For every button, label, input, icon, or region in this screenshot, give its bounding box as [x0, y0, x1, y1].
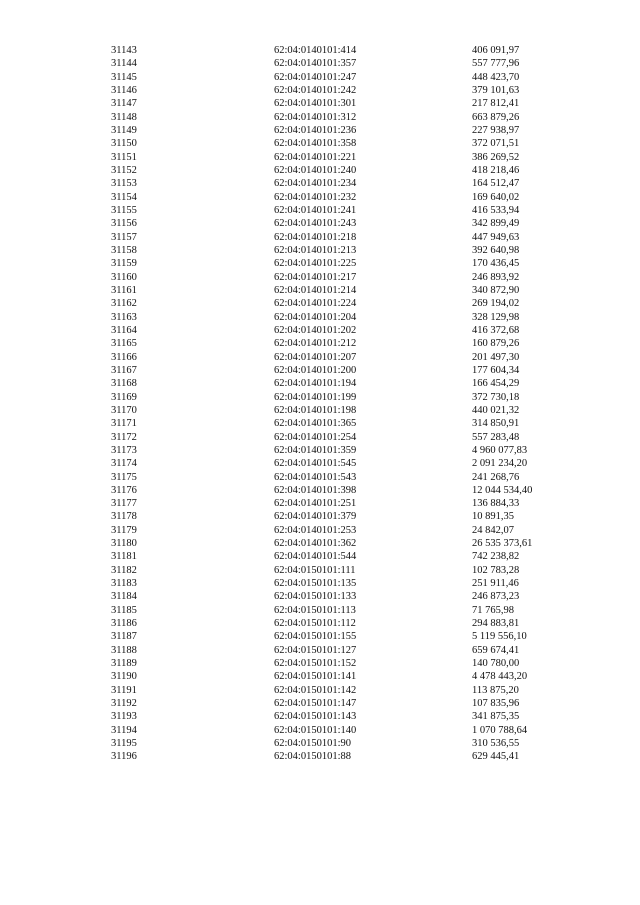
- cadastral-number: 62:04:0140101:194: [274, 378, 357, 390]
- row-number: 31164: [111, 324, 137, 336]
- table-row: [0, 710, 640, 723]
- table-row: [0, 164, 640, 177]
- cadastral-table: [0, 44, 640, 764]
- table-row: [0, 471, 640, 484]
- table-row: [0, 444, 640, 457]
- row-number: 31182: [111, 564, 137, 576]
- row-number: 31157: [111, 231, 137, 243]
- cadastral-number: 62:04:0150101:127: [274, 644, 357, 656]
- cadastral-value: 164 512,47: [472, 178, 520, 190]
- cadastral-number: 62:04:0140101:199: [274, 391, 357, 403]
- cadastral-value: 12 044 534,40: [472, 484, 533, 496]
- table-row: [0, 404, 640, 417]
- row-number: 31153: [111, 178, 137, 190]
- row-number: 31174: [111, 458, 137, 470]
- cadastral-value: 160 879,26: [472, 338, 520, 350]
- cadastral-number: 62:04:0140101:247: [274, 71, 357, 83]
- table-row: [0, 644, 640, 657]
- cadastral-number: 62:04:0140101:359: [274, 444, 357, 456]
- table-row: [0, 564, 640, 577]
- row-number: 31144: [111, 58, 137, 70]
- cadastral-number: 62:04:0140101:362: [274, 538, 357, 550]
- row-number: 31191: [111, 684, 137, 696]
- row-number: 31173: [111, 444, 137, 456]
- table-row: [0, 697, 640, 710]
- row-number: 31156: [111, 218, 137, 230]
- cadastral-value: 24 842,07: [472, 524, 514, 536]
- table-row: [0, 391, 640, 404]
- cadastral-number: 62:04:0150101:90: [274, 738, 352, 750]
- row-number: 31184: [111, 591, 137, 603]
- cadastral-value: 26 535 373,61: [472, 538, 533, 550]
- table-row: [0, 337, 640, 350]
- cadastral-number: 62:04:0150101:135: [274, 578, 357, 590]
- cadastral-value: 341 875,35: [472, 711, 520, 723]
- table-row: [0, 497, 640, 510]
- table-row: [0, 524, 640, 537]
- cadastral-value: 310 536,55: [472, 738, 520, 750]
- cadastral-number: 62:04:0140101:357: [274, 58, 357, 70]
- row-number: 31186: [111, 618, 137, 630]
- row-number: 31179: [111, 524, 137, 536]
- cadastral-value: 251 911,46: [472, 578, 519, 590]
- table-row: [0, 71, 640, 84]
- cadastral-number: 62:04:0140101:232: [274, 191, 357, 203]
- cadastral-value: 166 454,29: [472, 378, 520, 390]
- cadastral-number: 62:04:0150101:140: [274, 724, 357, 736]
- row-number: 31171: [111, 418, 137, 430]
- table-row: [0, 484, 640, 497]
- cadastral-value: 4 478 443,20: [472, 671, 528, 683]
- row-number: 31175: [111, 471, 137, 483]
- cadastral-number: 62:04:0140101:251: [274, 498, 357, 510]
- table-row: [0, 97, 640, 110]
- row-number: 31177: [111, 498, 137, 510]
- cadastral-number: 62:04:0150101:88: [274, 751, 352, 763]
- table-row: [0, 311, 640, 324]
- cadastral-value: 170 436,45: [472, 258, 520, 270]
- table-row: [0, 577, 640, 590]
- row-number: 31149: [111, 124, 137, 136]
- cadastral-number: 62:04:0140101:202: [274, 324, 357, 336]
- table-row: [0, 724, 640, 737]
- table-row: [0, 417, 640, 430]
- cadastral-value: 113 875,20: [472, 684, 519, 696]
- cadastral-number: 62:04:0150101:142: [274, 684, 357, 696]
- cadastral-value: 392 640,98: [472, 244, 520, 256]
- row-number: 31190: [111, 671, 137, 683]
- row-number: 31143: [111, 45, 137, 56]
- cadastral-number: 62:04:0140101:204: [274, 311, 357, 323]
- table-row: [0, 204, 640, 217]
- cadastral-value: 557 777,96: [472, 58, 520, 70]
- cadastral-number: 62:04:0140101:543: [274, 471, 357, 483]
- cadastral-number: 62:04:0140101:242: [274, 84, 357, 96]
- row-number: 31162: [111, 298, 137, 310]
- cadastral-value: 386 269,52: [472, 151, 520, 163]
- row-number: 31151: [111, 151, 137, 163]
- cadastral-number: 62:04:0140101:225: [274, 258, 357, 270]
- cadastral-number: 62:04:0150101:143: [274, 711, 357, 723]
- cadastral-number: 62:04:0140101:236: [274, 124, 357, 136]
- table-row: [0, 57, 640, 70]
- table-row: [0, 630, 640, 643]
- cadastral-value: 246 893,92: [472, 271, 520, 283]
- table-row: [0, 657, 640, 670]
- row-number: 31160: [111, 271, 137, 283]
- row-number: 31146: [111, 84, 137, 96]
- table-row: [0, 537, 640, 550]
- cadastral-number: 62:04:0140101:221: [274, 151, 357, 163]
- cadastral-value: 372 730,18: [472, 391, 520, 403]
- row-number: 31166: [111, 351, 137, 363]
- row-number: 31158: [111, 244, 137, 256]
- cadastral-number: 62:04:0140101:224: [274, 298, 357, 310]
- cadastral-value: 440 021,32: [472, 404, 520, 416]
- cadastral-value: 742 238,82: [472, 551, 520, 563]
- cadastral-number: 62:04:0140101:241: [274, 204, 357, 216]
- cadastral-value: 4 960 077,83: [472, 444, 528, 456]
- cadastral-value: 246 873,23: [472, 591, 520, 603]
- row-number: 31163: [111, 311, 137, 323]
- table-row: [0, 44, 640, 57]
- cadastral-value: 372 071,51: [472, 138, 520, 150]
- cadastral-number: 62:04:0140101:217: [274, 271, 357, 283]
- row-number: 31165: [111, 338, 137, 350]
- cadastral-value: 227 938,97: [472, 124, 520, 136]
- row-number: 31181: [111, 551, 137, 563]
- cadastral-number: 62:04:0140101:234: [274, 178, 357, 190]
- cadastral-value: 140 780,00: [472, 658, 520, 670]
- cadastral-number: 62:04:0150101:133: [274, 591, 357, 603]
- cadastral-value: 659 674,41: [472, 644, 520, 656]
- cadastral-number: 62:04:0150101:155: [274, 631, 357, 643]
- cadastral-number: 62:04:0140101:254: [274, 431, 357, 443]
- table-row: [0, 351, 640, 364]
- cadastral-value: 557 283,48: [472, 431, 520, 443]
- cadastral-number: 62:04:0140101:545: [274, 458, 357, 470]
- row-number: 31170: [111, 404, 137, 416]
- cadastral-number: 62:04:0140101:414: [274, 45, 357, 56]
- table-row: [0, 151, 640, 164]
- row-number: 31169: [111, 391, 137, 403]
- table-row: [0, 231, 640, 244]
- cadastral-number: 62:04:0140101:213: [274, 244, 357, 256]
- cadastral-number: 62:04:0140101:253: [274, 524, 357, 536]
- cadastral-number: 62:04:0140101:544: [274, 551, 357, 563]
- row-number: 31189: [111, 658, 137, 670]
- table-row: [0, 297, 640, 310]
- cadastral-number: 62:04:0140101:358: [274, 138, 357, 150]
- cadastral-number: 62:04:0150101:147: [274, 698, 357, 710]
- cadastral-value: 447 949,63: [472, 231, 520, 243]
- table-row: [0, 124, 640, 137]
- cadastral-value: 201 497,30: [472, 351, 520, 363]
- table-row: [0, 244, 640, 257]
- cadastral-number: 62:04:0140101:212: [274, 338, 357, 350]
- row-number: 31187: [111, 631, 137, 643]
- row-number: 31147: [111, 98, 137, 110]
- cadastral-value: 342 899,49: [472, 218, 520, 230]
- cadastral-number: 62:04:0150101:141: [274, 671, 357, 683]
- cadastral-number: 62:04:0150101:113: [274, 604, 356, 616]
- cadastral-value: 107 835,96: [472, 698, 520, 710]
- cadastral-number: 62:04:0140101:214: [274, 284, 357, 296]
- cadastral-value: 294 883,81: [472, 618, 520, 630]
- row-number: 31159: [111, 258, 137, 270]
- table-row: [0, 617, 640, 630]
- cadastral-value: 416 533,94: [472, 204, 520, 216]
- cadastral-number: 62:04:0140101:398: [274, 484, 357, 496]
- table-row: [0, 604, 640, 617]
- table-row: [0, 510, 640, 523]
- row-number: 31194: [111, 724, 137, 736]
- row-number: 31178: [111, 511, 137, 523]
- row-number: 31183: [111, 578, 137, 590]
- cadastral-value: 328 129,98: [472, 311, 520, 323]
- cadastral-number: 62:04:0140101:240: [274, 164, 357, 176]
- row-number: 31185: [111, 604, 137, 616]
- cadastral-number: 62:04:0150101:112: [274, 618, 356, 630]
- cadastral-value: 177 604,34: [472, 364, 520, 376]
- row-number: 31155: [111, 204, 137, 216]
- table-row: [0, 457, 640, 470]
- row-number: 31145: [111, 71, 137, 83]
- cadastral-number: 62:04:0150101:152: [274, 658, 357, 670]
- cadastral-value: 314 850,91: [472, 418, 520, 430]
- cadastral-number: 62:04:0140101:207: [274, 351, 357, 363]
- table-row: [0, 84, 640, 97]
- table-row: [0, 550, 640, 563]
- cadastral-number: 62:04:0140101:312: [274, 111, 357, 123]
- row-number: 31154: [111, 191, 137, 203]
- table-row: [0, 137, 640, 150]
- cadastral-value: 269 194,02: [472, 298, 520, 310]
- cadastral-value: 217 812,41: [472, 98, 520, 110]
- cadastral-value: 416 372,68: [472, 324, 520, 336]
- table-row: [0, 431, 640, 444]
- cadastral-number: 62:04:0140101:365: [274, 418, 357, 430]
- table-row: [0, 271, 640, 284]
- table-row: [0, 284, 640, 297]
- row-number: 31188: [111, 644, 137, 656]
- table-row: [0, 684, 640, 697]
- cadastral-value: 136 884,33: [472, 498, 520, 510]
- table-row: [0, 364, 640, 377]
- row-number: 31180: [111, 538, 137, 550]
- row-number: 31195: [111, 738, 137, 750]
- cadastral-number: 62:04:0140101:218: [274, 231, 357, 243]
- cadastral-value: 102 783,28: [472, 564, 520, 576]
- table-row: [0, 750, 640, 763]
- table-row: [0, 177, 640, 190]
- cadastral-value: 1 070 788,64: [472, 724, 528, 736]
- cadastral-number: 62:04:0140101:243: [274, 218, 357, 230]
- cadastral-number: 62:04:0140101:198: [274, 404, 357, 416]
- cadastral-number: 62:04:0140101:301: [274, 98, 357, 110]
- row-number: 31193: [111, 711, 137, 723]
- cadastral-number: 62:04:0140101:379: [274, 511, 357, 523]
- row-number: 31196: [111, 751, 137, 763]
- cadastral-value: 379 101,63: [472, 84, 520, 96]
- row-number: 31148: [111, 111, 137, 123]
- table-row: [0, 737, 640, 750]
- cadastral-value: 5 119 556,10: [472, 631, 527, 643]
- cadastral-value: 663 879,26: [472, 111, 520, 123]
- cadastral-value: 629 445,41: [472, 751, 520, 763]
- cadastral-value: 71 765,98: [472, 604, 514, 616]
- cadastral-value: 241 268,76: [472, 471, 520, 483]
- table-row: [0, 377, 640, 390]
- table-row: [0, 191, 640, 204]
- table-row: [0, 670, 640, 683]
- cadastral-value: 340 872,90: [472, 284, 520, 296]
- table-row: [0, 257, 640, 270]
- table-row: [0, 590, 640, 603]
- cadastral-number: 62:04:0140101:200: [274, 364, 357, 376]
- cadastral-value: 406 091,97: [472, 45, 520, 56]
- row-number: 31192: [111, 698, 137, 710]
- row-number: 31168: [111, 378, 137, 390]
- table-row: [0, 111, 640, 124]
- row-number: 31161: [111, 284, 137, 296]
- cadastral-value: 418 218,46: [472, 164, 520, 176]
- cadastral-number: 62:04:0150101:111: [274, 564, 356, 576]
- row-number: 31152: [111, 164, 137, 176]
- table-row: [0, 217, 640, 230]
- table-row: [0, 324, 640, 337]
- cadastral-value: 10 891,35: [472, 511, 514, 523]
- row-number: 31167: [111, 364, 137, 376]
- row-number: 31172: [111, 431, 137, 443]
- cadastral-value: 169 640,02: [472, 191, 520, 203]
- row-number: 31150: [111, 138, 137, 150]
- cadastral-value: 448 423,70: [472, 71, 520, 83]
- row-number: 31176: [111, 484, 137, 496]
- cadastral-value: 2 091 234,20: [472, 458, 528, 470]
